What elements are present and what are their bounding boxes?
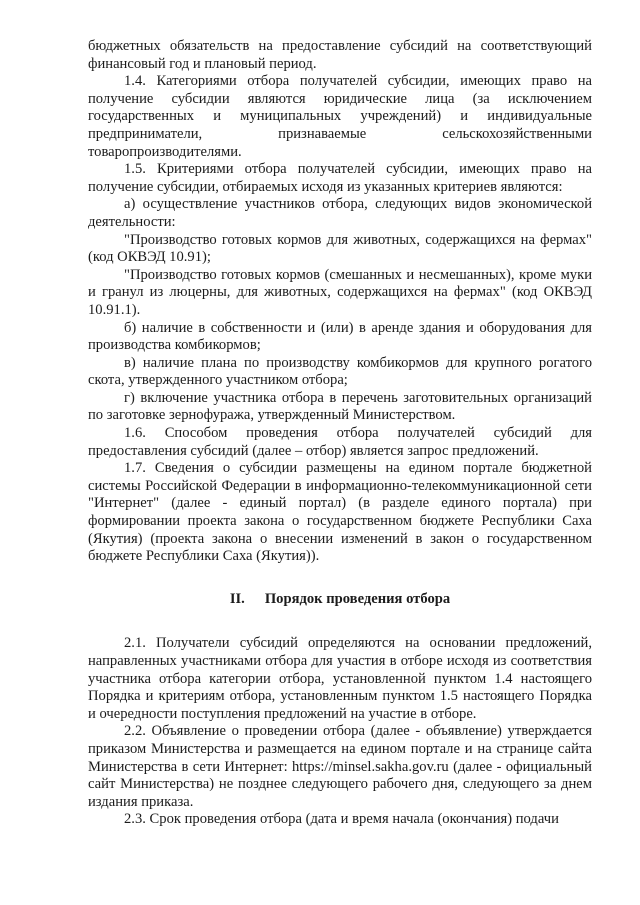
paragraph-okved-10-91-1: "Производство готовых кормов (смешанных и несмешанных), кроме муки и гранул из люцерны, для животных, содержащихся на фермах" (код ОКВЭД 10.91.1). — [88, 266, 592, 318]
paragraph-criterion-a: а) осуществление участников отбора, следующих видов экономической деятельности: — [88, 196, 592, 230]
section-number: II. — [229, 590, 245, 607]
section-heading — [88, 591, 592, 609]
paragraph-okved-10-91: "Производство готовых кормов для животных, содержащихся на фермах" (код ОКВЭД 10.91); — [88, 231, 592, 266]
paragraph-criterion-d: г) включение участника отбора в перечень заготовительных организаций по заготовке зернофуража, утвержденный Министерством. — [88, 389, 592, 424]
paragraph-2-3: 2.3. Срок проведения отбора (дата и время начала (окончания) подачи — [124, 811, 559, 828]
paragraph-criterion-b: б) наличие в собственности и (или) в аренде здания и оборудования для производства комбикормов; — [88, 319, 592, 354]
paragraph-1-6: 1.6. Способом проведения отбора получателей субсидий для предоставления субсидий (далее – отбор) является запрос предложений. — [88, 425, 592, 459]
paragraph-criterion-c: в) наличие плана по производству комбикормов для крупного рогатого скота, утвержденного участником отбора; — [88, 354, 592, 389]
paragraph-budget-obligations: бюджетных обязательств на предоставление субсидий на соответствующий финансовый год и плановый период. — [88, 38, 592, 72]
paragraph-1-5: 1.5. Критериями отбора получателей субсидии, имеющих право на получение субсидии, отбираемых исходя из указанных критериев являются: — [88, 161, 592, 195]
section-title: Порядок проведения отбора — [264, 590, 451, 607]
paragraph-2-1: 2.1. Получатели субсидий определяются на основании предложений, направленных участниками отбора для участия в отборе исходя из соответствия участника отбора категории отбора, установленной пунктом 1.4 настоящего Порядка и критериям отбора, установленным пунктом 1.5 настоящего Порядка и очередности поступления предложений на участие в отборе. — [88, 635, 592, 722]
paragraph-2-2: 2.2. Объявление о проведении отбора (далее - объявление) утверждается приказом Министерства и размещается на едином портале и на странице сайта Министерства в сети Интернет: https://minsel.sakha.gov.ru (далее - официальный сайт Министерства) не позднее следующего рабочего дня, следующего за днем издания приказа. — [88, 723, 592, 810]
paragraph-1-7: 1.7. Сведения о субсидии размещены на едином портале бюджетной системы Российской Федерации в информационно-телекоммуникационной сети "Интернет" (далее - единый портал) (в разделе единого портала) при формировании проекта закона о государственном бюджете Республики Саха (Якутия) (проекта закона о внесении изменений в закон о государственном бюджете Республики Саха (Якутия)). — [88, 460, 592, 565]
paragraph-1-4: 1.4. Категориями отбора получателей субсидии, имеющих право на получение субсидии являются юридические лица (за исключением государственных и муниципальных учреждений) и индивидуальные предприниматели, признаваемые сельскохозяйственными товаропроизводителями. — [88, 73, 592, 160]
document-body — [88, 38, 592, 829]
